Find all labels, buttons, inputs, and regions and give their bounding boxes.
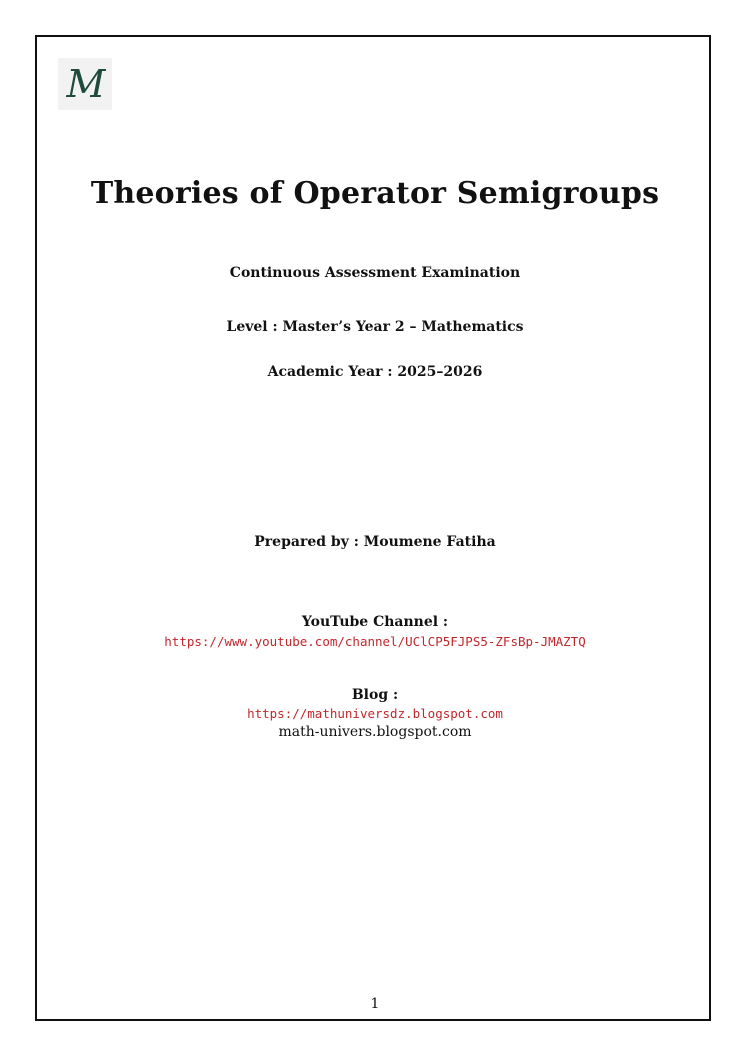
exam-type: Continuous Assessment Examination — [229, 265, 521, 281]
blog-alt-address: math-univers.blogspot.com — [278, 724, 472, 740]
prepared-by: Prepared by : Moumene Fatiha — [254, 534, 496, 550]
calligraphic-m-logo-icon: M — [66, 62, 104, 106]
page-number: 1 — [370, 996, 380, 1012]
blog-label: Blog : — [351, 687, 399, 703]
document-title: Theories of Operator Semigroups — [90, 176, 660, 211]
youtube-link[interactable]: https://www.youtube.com/channel/UClCP5FJPS5-ZFsBp-JMAZTQ — [164, 634, 586, 649]
youtube-label: YouTube Channel : — [301, 614, 449, 630]
blog-link[interactable]: https://mathuniversdz.blogspot.com — [247, 706, 503, 721]
academic-year: Academic Year : 2025–2026 — [267, 364, 483, 380]
blog-link-row — [35, 706, 715, 721]
youtube-link-row — [35, 634, 715, 649]
logo — [58, 58, 112, 110]
level: Level : Master’s Year 2 – Mathematics — [226, 319, 524, 335]
